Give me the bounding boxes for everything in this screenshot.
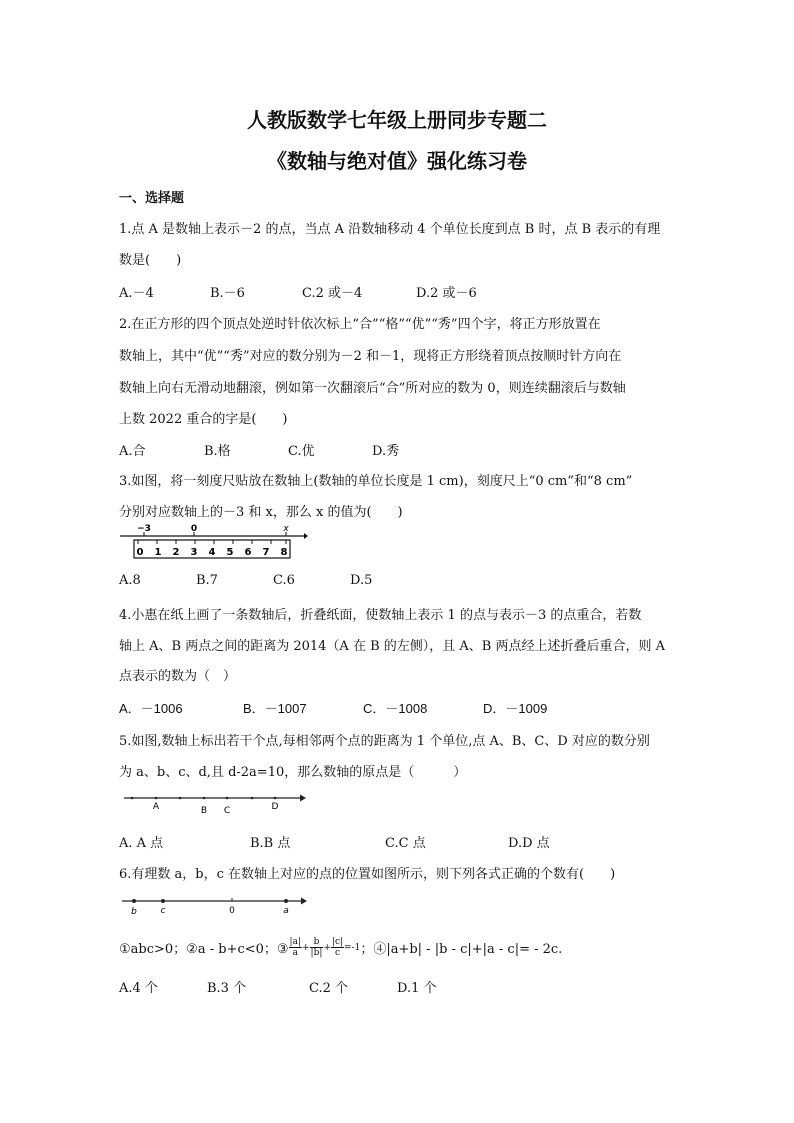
q3-option-a: A.8 xyxy=(119,573,141,588)
axis-label-0: 0 xyxy=(190,524,198,534)
q6-line-1: 6.有理数 a，b，c 在数轴上对应的点的位置如图所示，则下列各式正确的个数有( ) xyxy=(119,867,616,882)
ruler-tick-6: 6 xyxy=(244,547,252,558)
q6-number-line-figure xyxy=(120,894,310,918)
ruler-number-line-figure xyxy=(118,522,308,562)
q4-option-a: A．－1006 xyxy=(119,701,183,716)
ruler-tick-8: 8 xyxy=(280,547,288,558)
title-line-2: 《数轴与绝对值》强化练习卷 xyxy=(267,149,527,173)
q4-line-1: 4.小惠在纸上画了一条数轴后，折叠纸面，使数轴上表示 1 的点与表示－3 的点重合，若数 xyxy=(119,608,642,623)
q6-fraction-1: $\frac{|a|}{a}$ xyxy=(289,937,301,958)
axis-label-x: x xyxy=(283,524,289,534)
q5-number-line-figure xyxy=(122,790,308,816)
ruler-tick-5: 5 xyxy=(226,547,234,558)
q1-option-c: C.2 或－4 xyxy=(302,286,363,301)
q3-line-1: 3.如图，将一刻度尺贴放在数轴上(数轴的单位长度是 1 cm)，刻度尺上“0 cm”和“8 cm” xyxy=(119,474,633,489)
point-label-b: B xyxy=(200,806,208,816)
q1-line-2: 数是( ) xyxy=(119,253,182,268)
q4-option-c: C．－1008 xyxy=(363,701,428,716)
point-label-d: D xyxy=(271,802,279,812)
q3-line-2: 分别对应数轴上的－3 和 x，那么 x 的值为( ) xyxy=(119,505,403,520)
q2-line-3: 数轴上向右无滑动地翻滚，例如第一次翻滚后“合”所对应的数为 0，则连续翻滚后与数轴 xyxy=(119,381,626,396)
ruler-tick-1: 1 xyxy=(154,547,162,558)
q2-line-1: 2.在正方形的四个顶点处逆时针依次标上“合”“格”“优”“秀”四个字，将正方形放置在 xyxy=(119,317,601,332)
q3-option-b: B.7 xyxy=(196,573,218,588)
point-label-a: a xyxy=(283,906,289,916)
q5-option-b: B.B 点 xyxy=(250,836,291,851)
q6-option-b: B.3 个 xyxy=(207,981,247,996)
ruler-tick-2: 2 xyxy=(172,547,180,558)
q4-option-b: B．－1007 xyxy=(243,701,307,716)
q6-fraction-3: $\frac{|c|}{c}$ xyxy=(331,937,344,958)
q5-line-1: 5.如图,数轴上标出若干个点,每相邻两个点的距离为 1 个单位,点 A、B、C、D 对应的数分别 xyxy=(119,734,650,749)
q2-line-4: 上数 2022 重合的字是( ) xyxy=(119,412,288,427)
q5-option-a: A. A 点 xyxy=(119,836,164,851)
ruler-tick-4: 4 xyxy=(208,547,216,558)
q2-option-c: C.优 xyxy=(288,444,315,459)
q6-statement-1-3: ①abc>0；②a - b+c<0；③ xyxy=(119,942,289,957)
ruler-tick-3: 3 xyxy=(190,547,198,558)
title-line-1: 人教版数学七年级上册同步专题二 xyxy=(247,108,547,132)
section-heading: 一、选择题 xyxy=(119,191,185,206)
point-label-c: c xyxy=(160,906,166,916)
q4-option-d: D．－1009 xyxy=(483,701,548,716)
point-label-0: 0 xyxy=(229,906,235,916)
ruler-tick-0: 0 xyxy=(136,547,144,558)
point-label-c: C xyxy=(223,806,231,816)
point-label-b: b xyxy=(131,907,137,917)
q6-statements: ①abc>0；②a - b+c<0；③ $\frac{|a|}{a}$ + $\frac{b}{|b|}$ + $\frac{|c|}{c}$ =-1 ；④|a+b| - |b - c|+|a - c|= - 2c. xyxy=(119,937,563,958)
q3-option-d: D.5 xyxy=(350,573,373,588)
q3-option-c: C.6 xyxy=(273,573,295,588)
q1-option-d: D.2 或－6 xyxy=(416,286,477,301)
axis-label-neg3: −3 xyxy=(137,524,151,534)
q1-line-1: 1.点 A 是数轴上表示－2 的点，当点 A 沿数轴移动 4 个单位长度到点 B 时，点 B 表示的有理 xyxy=(119,222,661,237)
q5-option-c: C.C 点 xyxy=(385,836,426,851)
q2-option-b: B.格 xyxy=(204,444,231,459)
q6-fraction-2: $\frac{b}{|b|}$ xyxy=(310,937,323,958)
q1-option-a: A.－4 xyxy=(119,286,154,301)
point-label-a: A xyxy=(152,802,160,812)
q4-line-2: 轴上 A、B 两点之间的距离为 2014（A 在 B 的左侧），且 A、B 两点经上述折叠后重合，则 A xyxy=(119,639,665,654)
q4-line-3: 点表示的数为（ ） xyxy=(119,669,237,684)
q1-option-b: B.－6 xyxy=(210,286,245,301)
q6-option-a: A.4 个 xyxy=(119,981,158,996)
q6-option-c: C.2 个 xyxy=(309,981,349,996)
q2-option-d: D.秀 xyxy=(372,444,400,459)
q6-statement-4: ；④|a+b| - |b - c|+|a - c|= - 2c. xyxy=(360,942,563,957)
q5-line-2: 为 a、b、c、d,且 d-2a=10，那么数轴的原点是（ ） xyxy=(119,765,467,780)
q2-option-a: A.合 xyxy=(119,444,146,459)
q6-option-d: D.1 个 xyxy=(397,981,437,996)
q5-option-d: D.D 点 xyxy=(508,836,550,851)
ruler-tick-7: 7 xyxy=(262,547,270,558)
q2-line-2: 数轴上，其中“优”“秀”对应的数分别为－2 和－1，现将正方形绕着顶点按顺时针方向在 xyxy=(119,349,622,364)
